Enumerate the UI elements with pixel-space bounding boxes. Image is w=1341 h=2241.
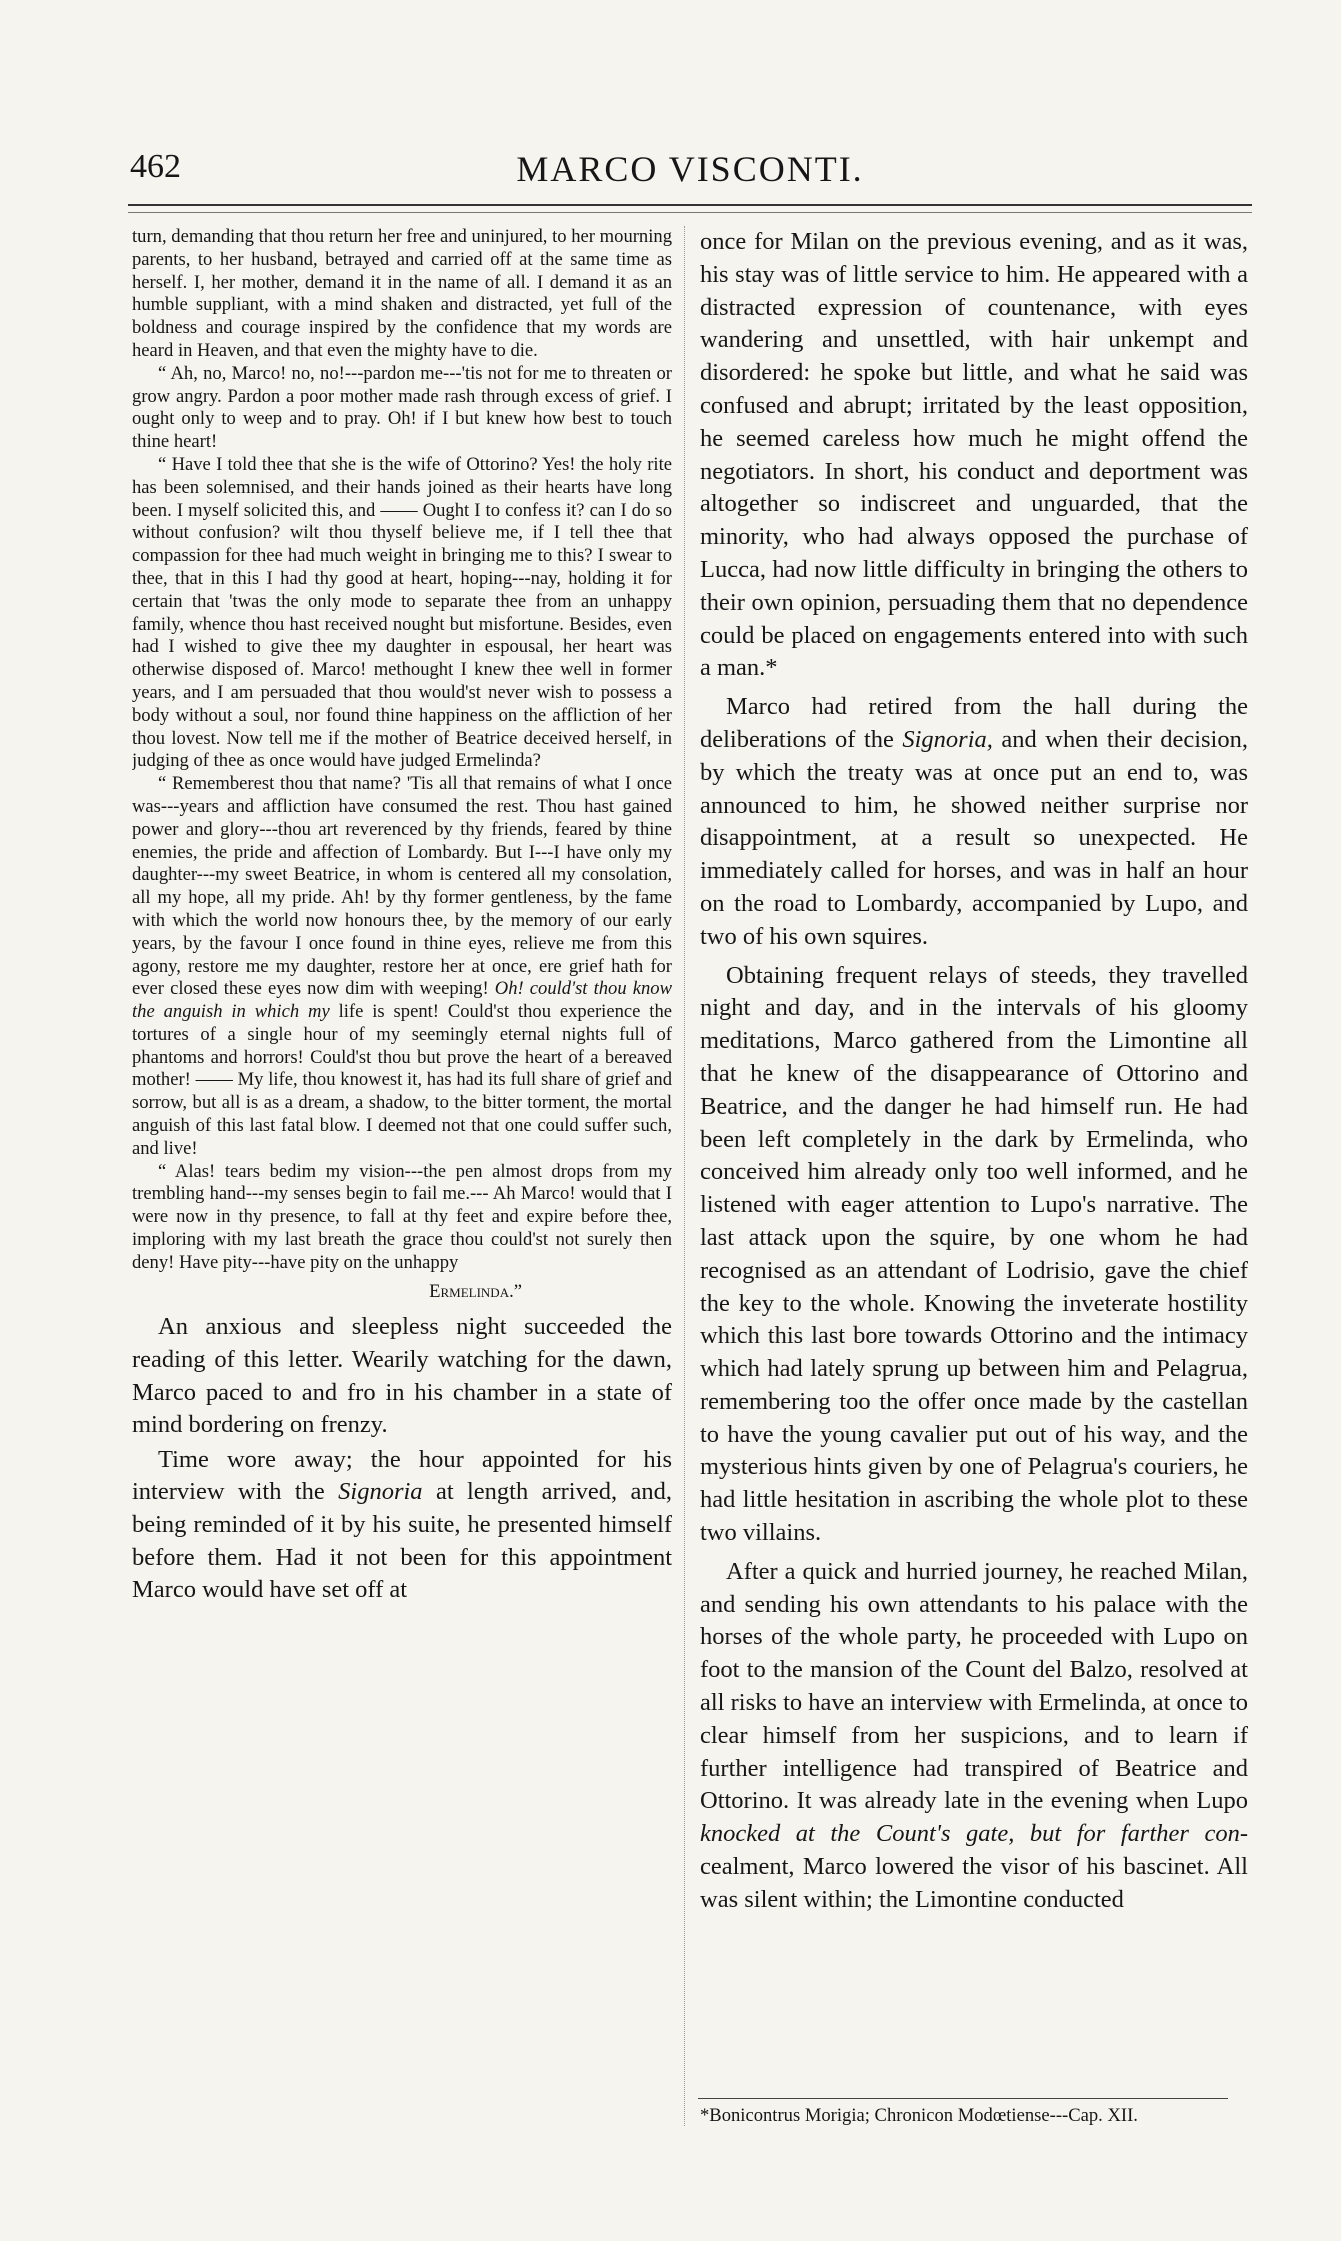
- paragraph-text: After a quick and hurried journey, he reached Milan, and sending his own attendants to his palace with the horses of the whole party, he proceeded with Lupo on foot to the mansion of the Count del Balzo, resolved at all risks to have an interview with Ermelinda, at once to clear himself from her suspicions, and to learn if further intelligence had transpired of Beatrice and Ottorino. It was already late in the evening when Lupo: [700, 1557, 1248, 1815]
- header-rule: [128, 204, 1252, 213]
- italic-text: Signoria,: [902, 725, 993, 753]
- paragraph: once for Milan on the previous evening, and as it was, his stay was of little service to him. He appeared with a distracted expression of countenance, with eyes wandering and unsettled, with hair unkempt and disordered: he spoke but little, and what he said was confused and abrupt; irritated by the least opposition, he seemed careless how much he might offend the negotiators. In short, his conduct and deportment was altogether so indiscreet and unguarded, that the minority, who had always opposed the purchase of Lucca, had now little difficulty in bringing the others to their own opinion, persuading them that no dependence could be placed on engagements entered into with such a man.*: [700, 228, 1248, 682]
- paragraph: Obtaining frequent relays of steeds, they travelled night and day, and in the intervals of his gloomy meditations, Marco gathered from the Limontine all that he knew of the disappearance of Ottorino and Beatrice, and the danger he had himself run. He had been left completely in the dark by Ermelinda, who conceived him already only too well informed, and he listened with eager attention to Lupo's narrative. The last attack upon the squire, by one whom he had recognised as an attendant of Lodrisio, gave the chief the key to the whole. Knowing the inveterate hostility which this last bore towards Ottorino and the intimacy which had lately sprung up between him and Pelagrua, remembering too the offer once made by the castellan to have the young cavalier put out of his way, and the mysterious hints given by one of Pelagrua's couriers, he had little hesitation in ascribing the whole plot to these two villains.: [700, 961, 1248, 1547]
- paragraph: “ Ah, no, Marco! no, no!---pardon me---'tis not for me to threaten or grow angry. Pardon a poor mother made rash through excess of grief. I ought only to weep and to pray. Oh! if I but knew how best to touch thine heart!: [132, 362, 672, 453]
- italic-text: Signoria: [338, 1478, 423, 1506]
- page-number: 462: [130, 148, 181, 185]
- paragraph: An anxious and sleepless night succeeded the reading of this letter. Wearily watching for the dawn, Marco paced to and fro in his chamber in a state of mind bordering on frenzy.: [132, 1313, 672, 1439]
- paragraph-text: Marco had retired from the hall during the deliberations of the: [700, 693, 1248, 753]
- letter-signature: Ermelinda.”: [429, 1280, 522, 1302]
- italic-text: knocked at the Count's gate, but for farther con-: [700, 1820, 1248, 1848]
- paragraph-text: “ Rememberest thou that name? 'Tis all that remains of what I once was---years and affliction have consumed the rest. Thou hast gained power and glory---thou art reverenced by thy friends, feared by thine enemies, the pride and affection of Lombardy. But I---I have only my daughter---my sweet Beatrice, in whom is centered all my consolation, all my hope, all my pride. Ah! by thy former gentleness, by the fame with which the world now honours thee, by the memory of our early years, by the favour I once found in thine eyes, relieve me from this agony, restore me my daughter, restore her at once, ere grief hath for ever closed these eyes now dim with weeping!: [132, 773, 672, 1000]
- paragraph: [132, 773, 672, 1161]
- right-column: [700, 226, 1248, 2106]
- footnote: *Bonicontrus Morigia; Chronicon Modœtiense---Cap. XII.: [700, 2105, 1138, 2126]
- left-column: [132, 226, 672, 2186]
- column-divider: [684, 226, 686, 2126]
- paragraph: “ Have I told thee that she is the wife of Ottorino? Yes! the holy rite has been solemnised, and their hands joined as their hearts have long been. I myself solicited this, and —— Ought I to confess it? can I do so without confusion? wilt thou thyself believe me, if I tell thee that compassion for thee had much weight in bringing me to this? I swear to thee, that in this I had thy good at heart, hoping---nay, holding it for certain that 'twas the only mode to separate thee from an unhappy family, whence thou hast received nought but misfortune. Besides, even had I wished to give thee my daughter in espousal, her heart was otherwise disposed of. Marco! methought I knew thee well in former years, and I am persuaded that thou would'st never wish to possess a body without a soul, nor found thine happiness on the affliction of her thou lovest. Now tell me if the mother of Beatrice deceived herself, in judging of thee as once would have judged Ermelinda?: [132, 453, 672, 772]
- paragraph-text: life is spent! Could'st thou experience the tortures of a single hour of my seemingly eternal nights full of phantoms and horrors! Could'st thou but prove the heart of a bereaved mother! —— My life, thou knowest it, has had its full share of grief and sorrow, but all is as a dream, a shadow, to the bitter torment, the mortal anguish of this last fatal blow. I deemed not that one could suffer such, and live!: [132, 1001, 672, 1159]
- paragraph: [700, 1556, 1248, 1917]
- paragraph-text: cealment, Marco lowered the visor of his bascinet. All was silent within; the Limontine conducted: [700, 1853, 1248, 1913]
- paragraph: [700, 691, 1248, 953]
- italic-text: Oh! could'st thou know the anguish in which my: [132, 978, 672, 1023]
- paragraph: “ Alas! tears bedim my vision---the pen almost drops from my trembling hand---my senses begin to fail me.--- Ah Marco! would that I were now in thy presence, to fall at thy feet and expire before thee, imploring with my last breath the grace thou could'st not surely then deny! Have pity---have pity on the unhappy: [132, 1160, 672, 1273]
- page-header: [130, 148, 1250, 200]
- footnote-rule: [698, 2098, 1228, 2099]
- paragraph: [132, 1444, 672, 1607]
- paragraph-text: Time wore away; the hour appointed for his interview with the: [132, 1445, 672, 1506]
- paragraph-text: at length arrived, and, being reminded of it by his suite, he presented himself before them. Had it not been for this appointment Marco would have set off at: [132, 1478, 672, 1604]
- paragraph: turn, demanding that thou return her free and uninjured, to her mourning parents, to her husband, betrayed and carried off at the same time as herself. I, her mother, demand it in the name of all. I demand it as an humble suppliant, with a mind shaken and distracted, yet full of the boldness and courage inspired by the confidence that my words are heard in Heaven, and that even the mighty have to die.: [132, 226, 672, 361]
- running-title: MARCO VISCONTI.: [516, 149, 864, 189]
- paragraph-text: and when their decision, by which the treaty was at once put an end to, was announced to him, he showed neither surprise nor disappointment, at a result so unexpected. He immediately called for horses, and was in half an hour on the road to Lombardy, accompanied by Lupo, and two of his own squires.: [700, 725, 1248, 950]
